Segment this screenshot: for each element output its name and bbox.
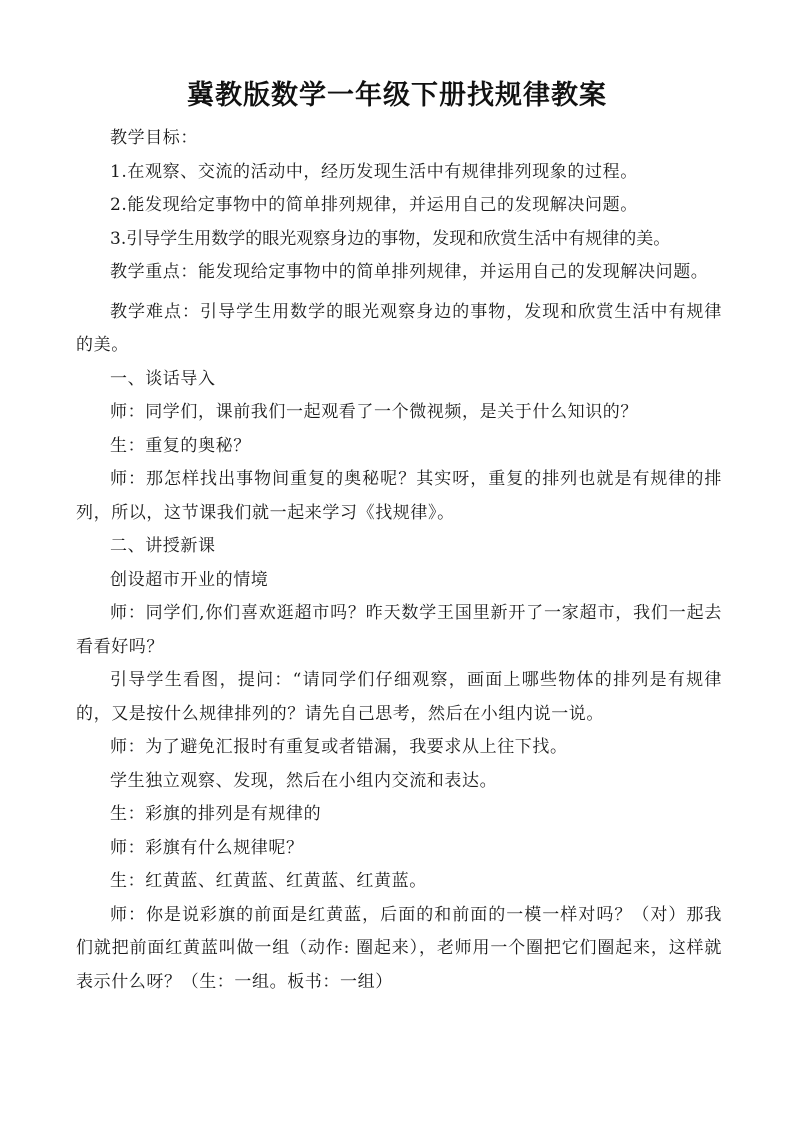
paragraph: 生：红黄蓝、红黄蓝、红黄蓝、红黄蓝。 bbox=[110, 871, 427, 891]
paragraph: 学生独立观察、发现，然后在小组内交流和表达。 bbox=[110, 770, 498, 791]
section-heading: 二、讲授新课 bbox=[110, 536, 216, 556]
section-heading: 一、谈话导入 bbox=[110, 368, 216, 389]
paragraph: 3.引导学生用数学的眼光观察身边的事物，发现和欣赏生活中有规律的美。 bbox=[110, 228, 671, 249]
paragraph: 引导学生看图，提问：“请同学们仔细观察，画面上哪些物体的排列是有规律的，又是按什么规律排列的？请先自己思考，然后在小组内说一说。 bbox=[76, 670, 722, 724]
paragraph: 生：彩旗的排列是有规律的 bbox=[110, 804, 322, 824]
paragraph: 教学目标： bbox=[110, 128, 198, 148]
document-title: 冀教版数学一年级下册找规律教案 bbox=[187, 80, 607, 111]
paragraph: 1.在观察、交流的活动中，经历发现生活中有规律排列现象的过程。 bbox=[110, 161, 638, 182]
paragraph: 师：为了避免汇报时有重复或者错漏，我要求从上往下找。 bbox=[110, 737, 568, 757]
paragraph: 2.能发现给定事物中的简单排列规律，并运用自己的发现解决问题。 bbox=[110, 195, 638, 215]
paragraph: 师：同学们,你们喜欢逛超市吗？昨天数学王国里新开了一家超市，我们一起去看看好吗？ bbox=[76, 603, 722, 657]
paragraph: 创设超市开业的情境 bbox=[110, 569, 269, 590]
paragraph: 教学重点：能发现给定事物中的简单排列规律，并运用自己的发现解决问题。 bbox=[110, 262, 709, 282]
document-body bbox=[76, 122, 722, 999]
paragraph: 师：那怎样找出事物间重复的奥秘呢？其实呀，重复的排列也就是有规律的排列，所以，这节课我们就一起来学习《找规律》。 bbox=[76, 469, 722, 523]
paragraph: 师：你是说彩旗的前面是红黄蓝，后面的和前面的一模一样对吗？（对）那我们就把前面红黄蓝叫做一组（动作: 圈起来），老师用一个圈把它们圈起来，这样就表示什么呀？（生：一组。板书：一组） bbox=[76, 904, 722, 992]
paragraph: 师：彩旗有什么规律呢？ bbox=[110, 837, 304, 858]
paragraph: 生：重复的奥秘？ bbox=[110, 435, 251, 456]
paragraph: 师：同学们，课前我们一起观看了一个微视频，是关于什么知识的？ bbox=[110, 402, 638, 422]
paragraph: 教学难点：引导学生用数学的眼光观察身边的事物，发现和欣赏生活中有规律的美。 bbox=[76, 301, 722, 355]
